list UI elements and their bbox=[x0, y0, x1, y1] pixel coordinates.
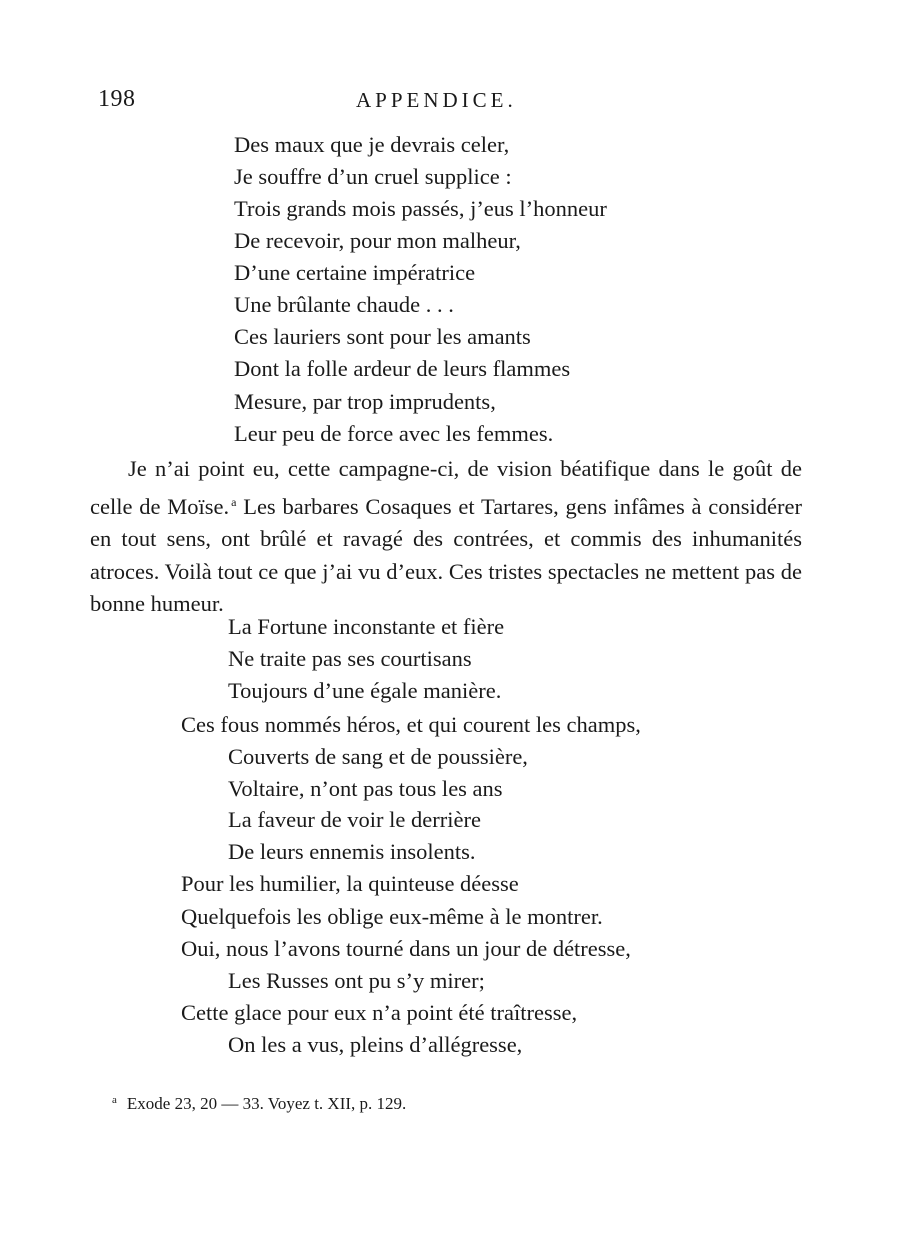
verse-line: Mesure, par trop imprudents, bbox=[234, 389, 496, 414]
verse-line: Toujours d’une égale manière. bbox=[228, 678, 502, 703]
footnote-reference: a bbox=[231, 494, 237, 509]
prose-text-before-ref: Je n’ai point eu, cette campagne-ci, de vision béatifique dans le goût de celle de Moïse. bbox=[90, 456, 802, 519]
page-header bbox=[98, 86, 808, 116]
verse-line: Dont la folle ardeur de leurs flammes bbox=[234, 356, 571, 381]
verse-line: Leur peu de force avec les femmes. bbox=[234, 421, 554, 446]
verse-line: Une brûlante chaude . . . bbox=[234, 292, 454, 317]
verse-line: Trois grands mois passés, j’eus l’honneur bbox=[234, 196, 607, 221]
verse-line: Cette glace pour eux n’a point été traîtresse, bbox=[181, 1000, 578, 1025]
verse-line: Les Russes ont pu s’y mirer; bbox=[228, 968, 485, 993]
footnote-mark: a bbox=[112, 1094, 117, 1106]
verse-line: La faveur de voir le derrière bbox=[228, 807, 481, 832]
verse-line: Ces lauriers sont pour les amants bbox=[234, 324, 531, 349]
page-number: 198 bbox=[98, 86, 136, 112]
footnote bbox=[112, 1094, 406, 1114]
prose-paragraph bbox=[90, 453, 802, 621]
verse-line: De leurs ennemis insolents. bbox=[228, 839, 476, 864]
verse-line: D’une certaine impératrice bbox=[234, 260, 476, 285]
verse-line: Voltaire, n’ont pas tous les ans bbox=[228, 776, 503, 801]
verse-line: De recevoir, pour mon malheur, bbox=[234, 228, 521, 253]
verse-line: Quelquefois les oblige eux-même à le montrer. bbox=[181, 904, 603, 929]
verse-line: Des maux que je devrais celer, bbox=[234, 132, 510, 157]
verse-line: Je souffre d’un cruel supplice : bbox=[234, 164, 512, 189]
prose-text-after-ref: Les barbares Cosaques et Tartares, gens infâmes à considérer en tout sens, ont brûlé et ravagé des contrées, et commis des inhumanités atroces. Voilà tout ce que j’ai vu d’eux. Ces tristes spectacles ne mettent pas de bonne humeur. bbox=[90, 493, 802, 616]
footnote-text: Exode 23, 20 — 33. Voyez t. XII, p. 129. bbox=[126, 1094, 407, 1113]
verse-line: Ne traite pas ses courtisans bbox=[228, 646, 472, 671]
verse-line: Ces fous nommés héros, et qui courent les champs, bbox=[181, 712, 641, 737]
running-title: APPENDICE. bbox=[356, 88, 517, 112]
verse-line: On les a vus, pleins d’allégresse, bbox=[228, 1032, 523, 1057]
verse-line: Oui, nous l’avons tourné dans un jour de détresse, bbox=[181, 936, 631, 961]
verse-line: Couverts de sang et de poussière, bbox=[228, 744, 528, 769]
verse-line: La Fortune inconstante et fière bbox=[228, 614, 505, 639]
verse-line: Pour les humilier, la quinteuse déesse bbox=[181, 871, 519, 896]
